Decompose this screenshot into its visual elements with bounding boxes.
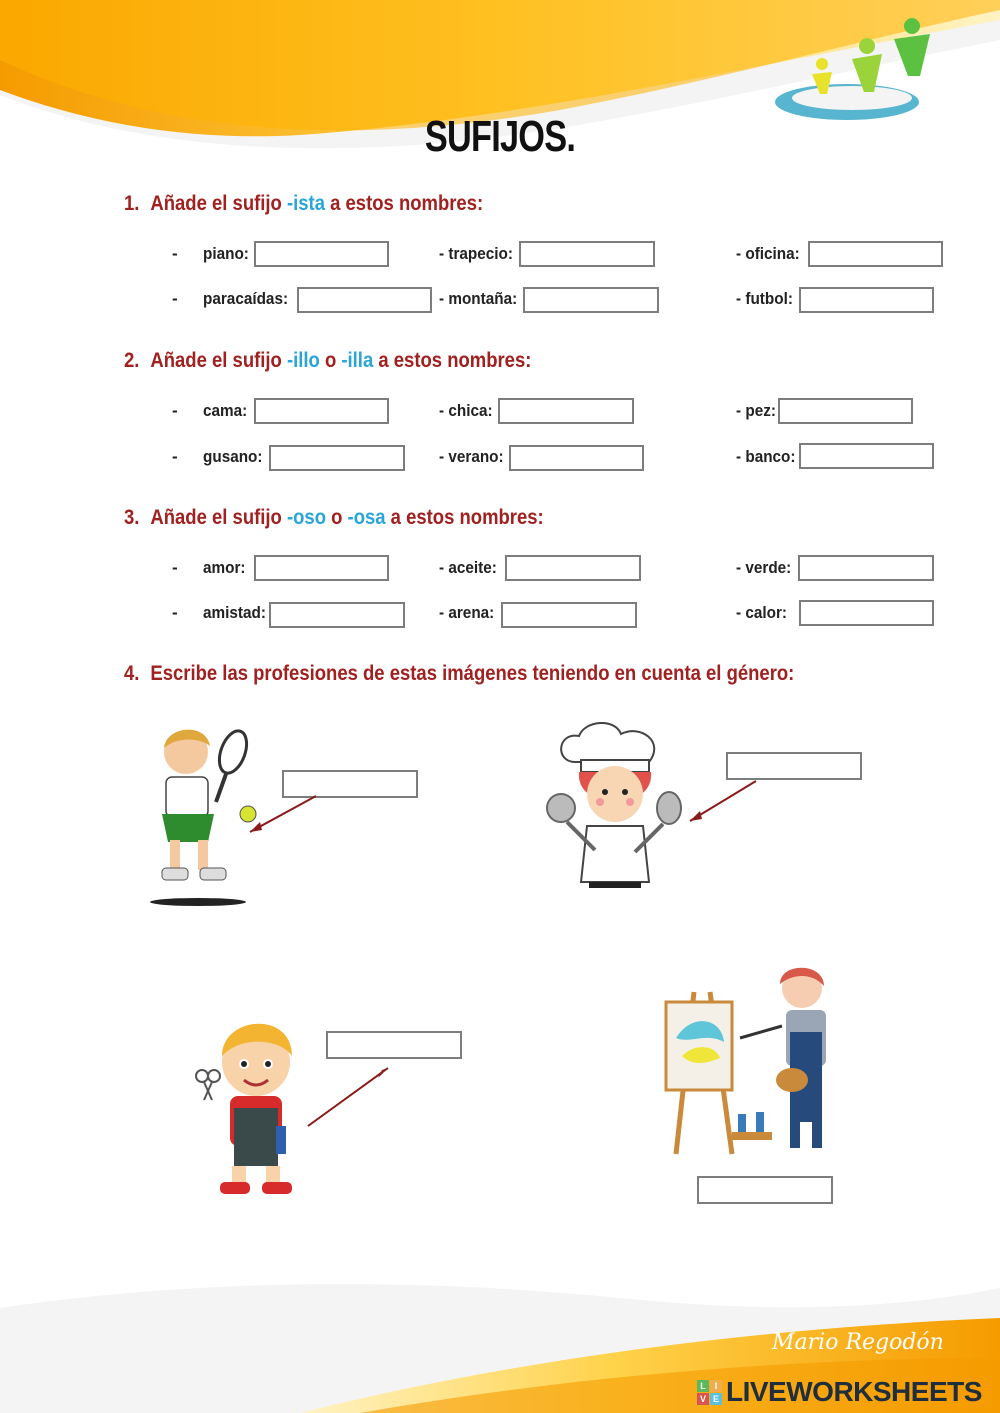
bullet-dash: - <box>172 289 178 308</box>
question-1: 1. Añade el sufijo -ista a estos nombres: <box>124 192 484 215</box>
author-signature: Mario Regodón <box>772 1330 944 1355</box>
bullet-dash: - <box>172 401 178 420</box>
word-label: paracaídas: <box>203 289 289 308</box>
painter-woman-illustration <box>662 962 842 1162</box>
live-icon: L I V E <box>697 1380 722 1405</box>
answer-box[interactable] <box>505 555 641 581</box>
word-label: - montaña: <box>439 289 518 308</box>
question-3: 3. Añade el sufijo -oso o -osa a estos nombres: <box>124 506 544 529</box>
arrow-2 <box>680 775 770 830</box>
word-label: amistad: <box>203 603 266 622</box>
word-label: amor: <box>203 558 246 577</box>
people-logo-icon <box>772 14 942 126</box>
answer-box[interactable] <box>297 287 432 313</box>
answer-box[interactable] <box>799 287 934 313</box>
word-label: - chica: <box>439 401 493 420</box>
bullet-dash: - <box>172 558 178 577</box>
word-label: - calor: <box>736 603 788 622</box>
word-label: - pez: <box>736 401 776 420</box>
page-title: SUFIJOS. <box>424 112 576 161</box>
word-label: - verano: <box>439 447 504 466</box>
word-label: - aceite: <box>439 558 497 577</box>
word-label: - trapecio: <box>439 244 513 263</box>
answer-box[interactable] <box>269 602 405 628</box>
chef-girl-illustration <box>545 722 685 890</box>
word-label: piano: <box>203 244 249 263</box>
brand-name: LIVEWORKSHEETS <box>726 1376 982 1407</box>
question-4: 4. Escribe las profesiones de estas imágenes teniendo en cuenta el género: <box>124 662 795 685</box>
arrow-1 <box>240 790 330 840</box>
word-label: - verde: <box>736 558 792 577</box>
answer-box[interactable] <box>798 555 934 581</box>
word-label: gusano: <box>203 447 263 466</box>
arrow-3 <box>302 1060 402 1132</box>
answer-box[interactable] <box>799 443 934 469</box>
word-label: - banco: <box>736 447 796 466</box>
answer-box[interactable] <box>509 445 644 471</box>
word-label: - futbol: <box>736 289 793 308</box>
bullet-dash: - <box>172 603 178 622</box>
word-label: - oficina: <box>736 244 800 263</box>
answer-box[interactable] <box>808 241 943 267</box>
word-label: - arena: <box>439 603 495 622</box>
answer-box[interactable] <box>697 1176 833 1204</box>
answer-box[interactable] <box>799 600 934 626</box>
answer-box[interactable] <box>498 398 634 424</box>
answer-box[interactable] <box>778 398 913 424</box>
answer-box[interactable] <box>269 445 405 471</box>
answer-box[interactable] <box>254 398 389 424</box>
answer-box[interactable] <box>326 1031 462 1059</box>
liveworksheets-logo <box>697 1376 982 1408</box>
barber-boy-illustration <box>192 1016 304 1200</box>
answer-box[interactable] <box>254 241 389 267</box>
answer-box[interactable] <box>254 555 389 581</box>
answer-box[interactable] <box>519 241 655 267</box>
bullet-dash: - <box>172 244 178 263</box>
answer-box[interactable] <box>501 602 637 628</box>
question-2: 2. Añade el sufijo -illo o -illa a estos nombres: <box>124 349 532 372</box>
answer-box[interactable] <box>523 287 659 313</box>
bullet-dash: - <box>172 447 178 466</box>
word-label: cama: <box>203 401 248 420</box>
